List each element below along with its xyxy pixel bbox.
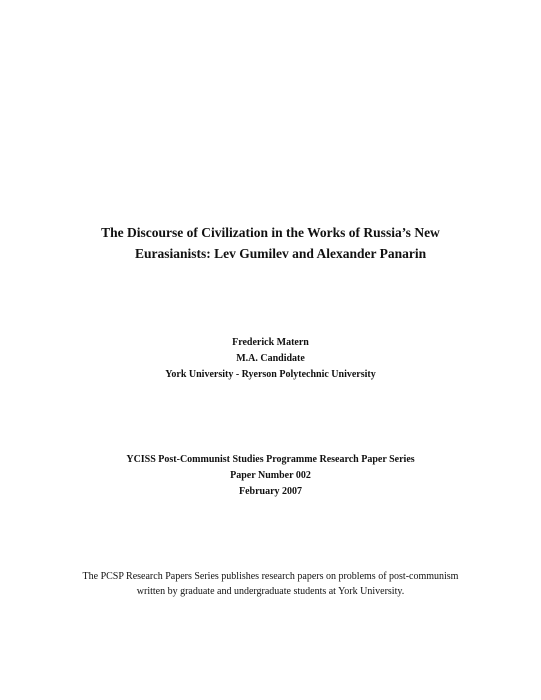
series-note-line-2: written by graduate and undergraduate students at York University. — [136, 586, 405, 597]
paper-title-line-1: The Discourse of Civilization in the Works of Russia’s New — [101, 225, 440, 240]
author-degree: M.A. Candidate — [236, 353, 305, 364]
series-name: YCISS Post-Communist Studies Programme Research Paper Series — [126, 454, 415, 465]
publication-date: February 2007 — [238, 486, 303, 497]
series-note-line-1: The PCSP Research Papers Series publishes research papers on problems of post-communism — [82, 571, 459, 582]
paper-number: Paper Number 002 — [230, 470, 311, 481]
series-block — [0, 452, 541, 500]
paper-title — [0, 222, 541, 264]
series-note — [0, 569, 541, 599]
author-name: Frederick Matern — [232, 337, 309, 348]
author-block — [0, 335, 541, 383]
author-affiliation: York University - Ryerson Polytechnic University — [165, 369, 376, 380]
paper-title-line-2: Eurasianists: Lev Gumilev and Alexander Panarin — [135, 246, 427, 261]
